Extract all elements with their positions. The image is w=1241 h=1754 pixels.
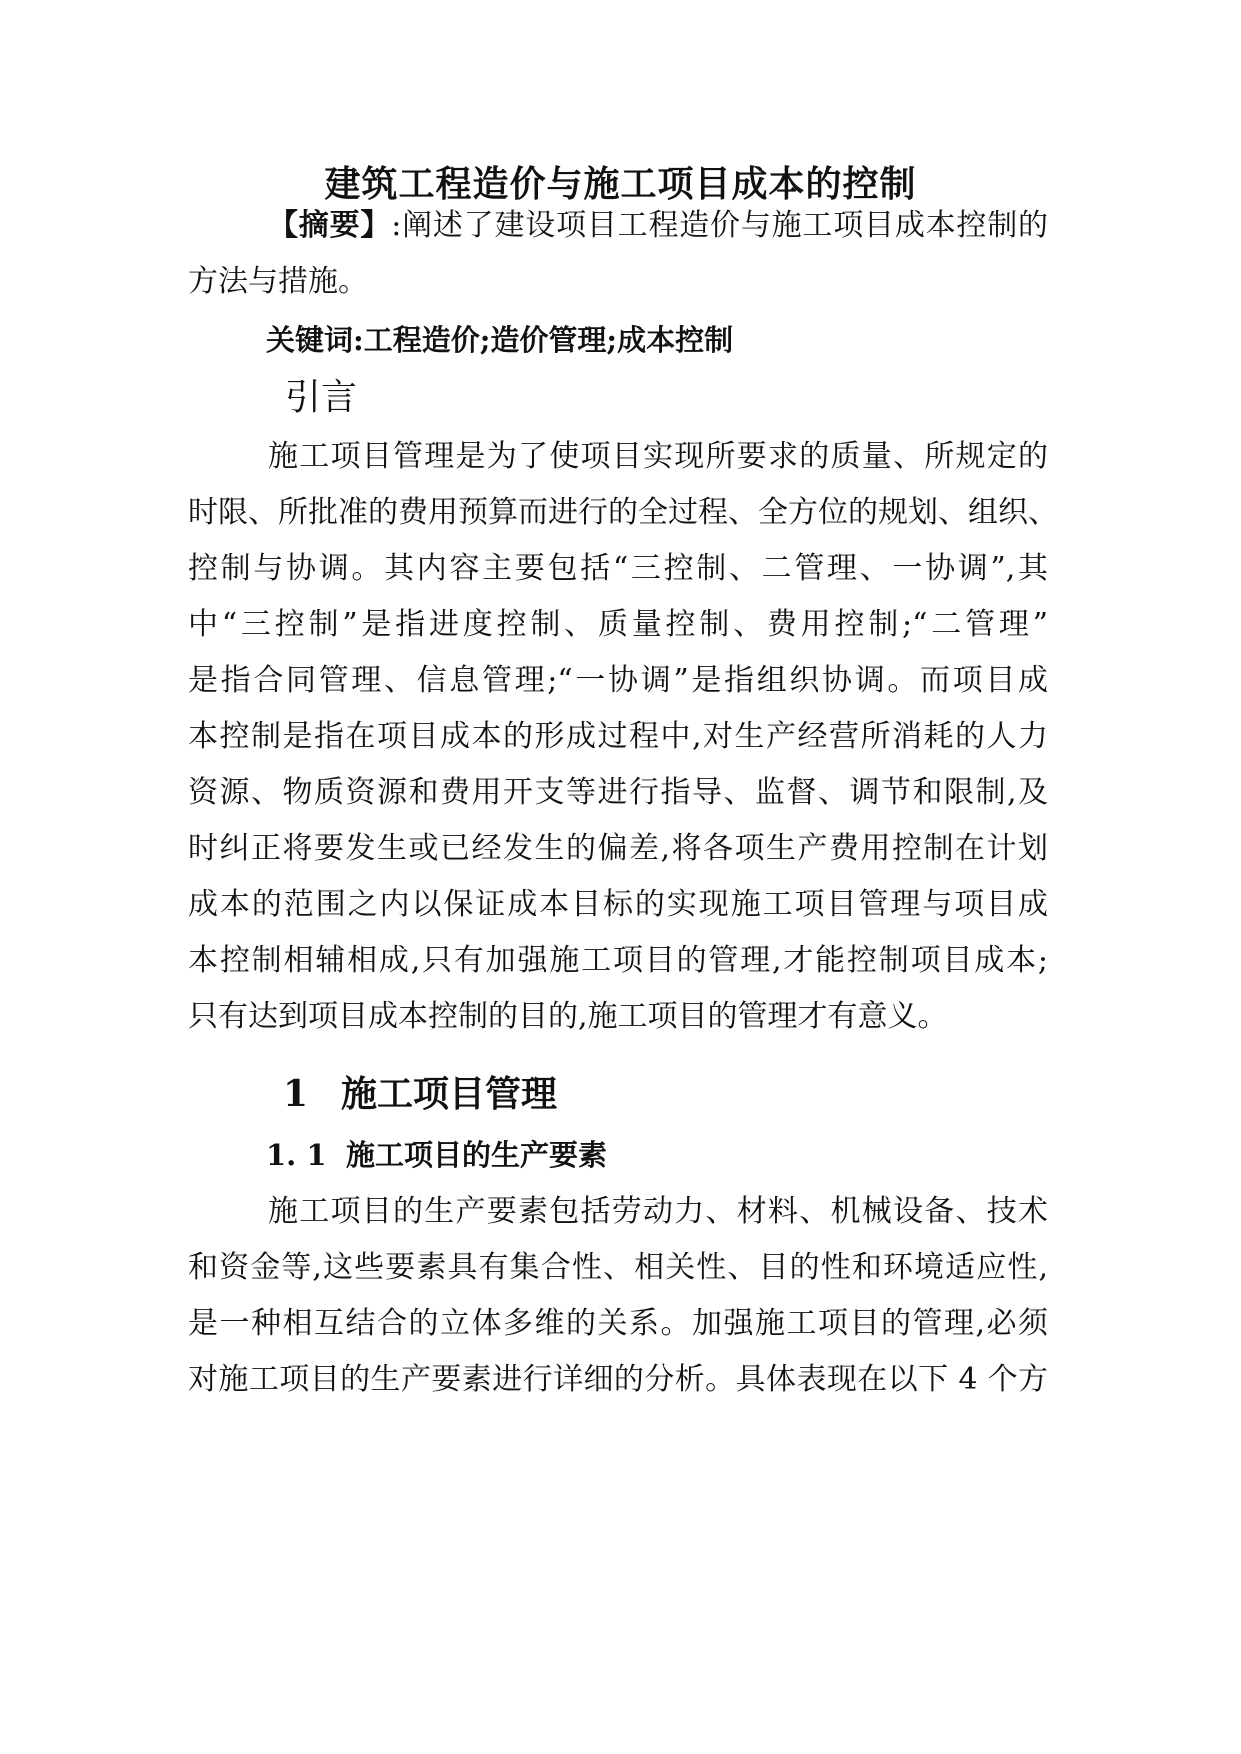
- document-title: 建筑工程造价与施工项目成本的控制: [324, 163, 917, 205]
- intro-paragraph-line: 时纠正将要发生或已经发生的偏差,将各项生产费用控制在计划: [188, 831, 1048, 866]
- intro-paragraph-line: 时限、所批准的费用预算而进行的全过程、全方位的规划、组织、: [188, 495, 1058, 530]
- section-1-1-heading: [266, 1135, 607, 1175]
- intro-paragraph-line: 是指合同管理、信息管理;“一协调”是指组织协调。而项目成: [188, 663, 1048, 698]
- keywords: 关键词:工程造价;造价管理;成本控制: [266, 323, 734, 357]
- section-1-number: 1: [283, 1073, 309, 1115]
- section-1-1-paragraph-line: 和资金等,这些要素具有集合性、相关性、目的性和环境适应性,: [188, 1250, 1048, 1285]
- section-1-1-title: 施工项目的生产要素: [346, 1138, 608, 1172]
- intro-paragraph-line: 控制与协调。其内容主要包括“三控制、二管理、一协调”,其: [188, 551, 1048, 586]
- abstract-text-1: :阐述了建设项目工程造价与施工项目成本控制的: [391, 208, 1049, 243]
- section-1-heading: [283, 1072, 557, 1116]
- section-1-1-number: 1. 1: [266, 1138, 327, 1172]
- intro-paragraph-line: 本控制是指在项目成本的形成过程中,对生产经营所消耗的人力: [188, 719, 1048, 754]
- intro-paragraph-line: 本控制相辅相成,只有加强施工项目的管理,才能控制项目成本;: [188, 943, 1048, 978]
- abstract-line-1: [268, 206, 1048, 246]
- intro-paragraph-line: 资源、物质资源和费用开支等进行指导、监督、调节和限制,及: [188, 775, 1048, 810]
- section-1-1-paragraph-line: 是一种相互结合的立体多维的关系。加强施工项目的管理,必须: [188, 1306, 1048, 1341]
- intro-paragraph-line: 中“三控制”是指进度控制、质量控制、费用控制;“二管理”: [188, 607, 1048, 642]
- abstract-line-2: 方法与措施。: [188, 264, 368, 299]
- intro-paragraph-line: 成本的范围之内以保证成本目标的实现施工项目管理与项目成: [188, 887, 1048, 922]
- intro-paragraph-line: 只有达到项目成本控制的目的,施工项目的管理才有意义。: [188, 999, 948, 1034]
- section-1-title: 施工项目管理: [341, 1073, 558, 1115]
- section-1-1-paragraph-line: 对施工项目的生产要素进行详细的分析。具体表现在以下 4 个方: [188, 1362, 1048, 1397]
- abstract-label: 【摘要】: [268, 208, 392, 243]
- section-1-1-paragraph-line: 施工项目的生产要素包括劳动力、材料、机械设备、技术: [268, 1194, 1048, 1229]
- intro-heading: 引言: [285, 377, 358, 418]
- intro-paragraph-line: 施工项目管理是为了使项目实现所要求的质量、所规定的: [268, 439, 1048, 474]
